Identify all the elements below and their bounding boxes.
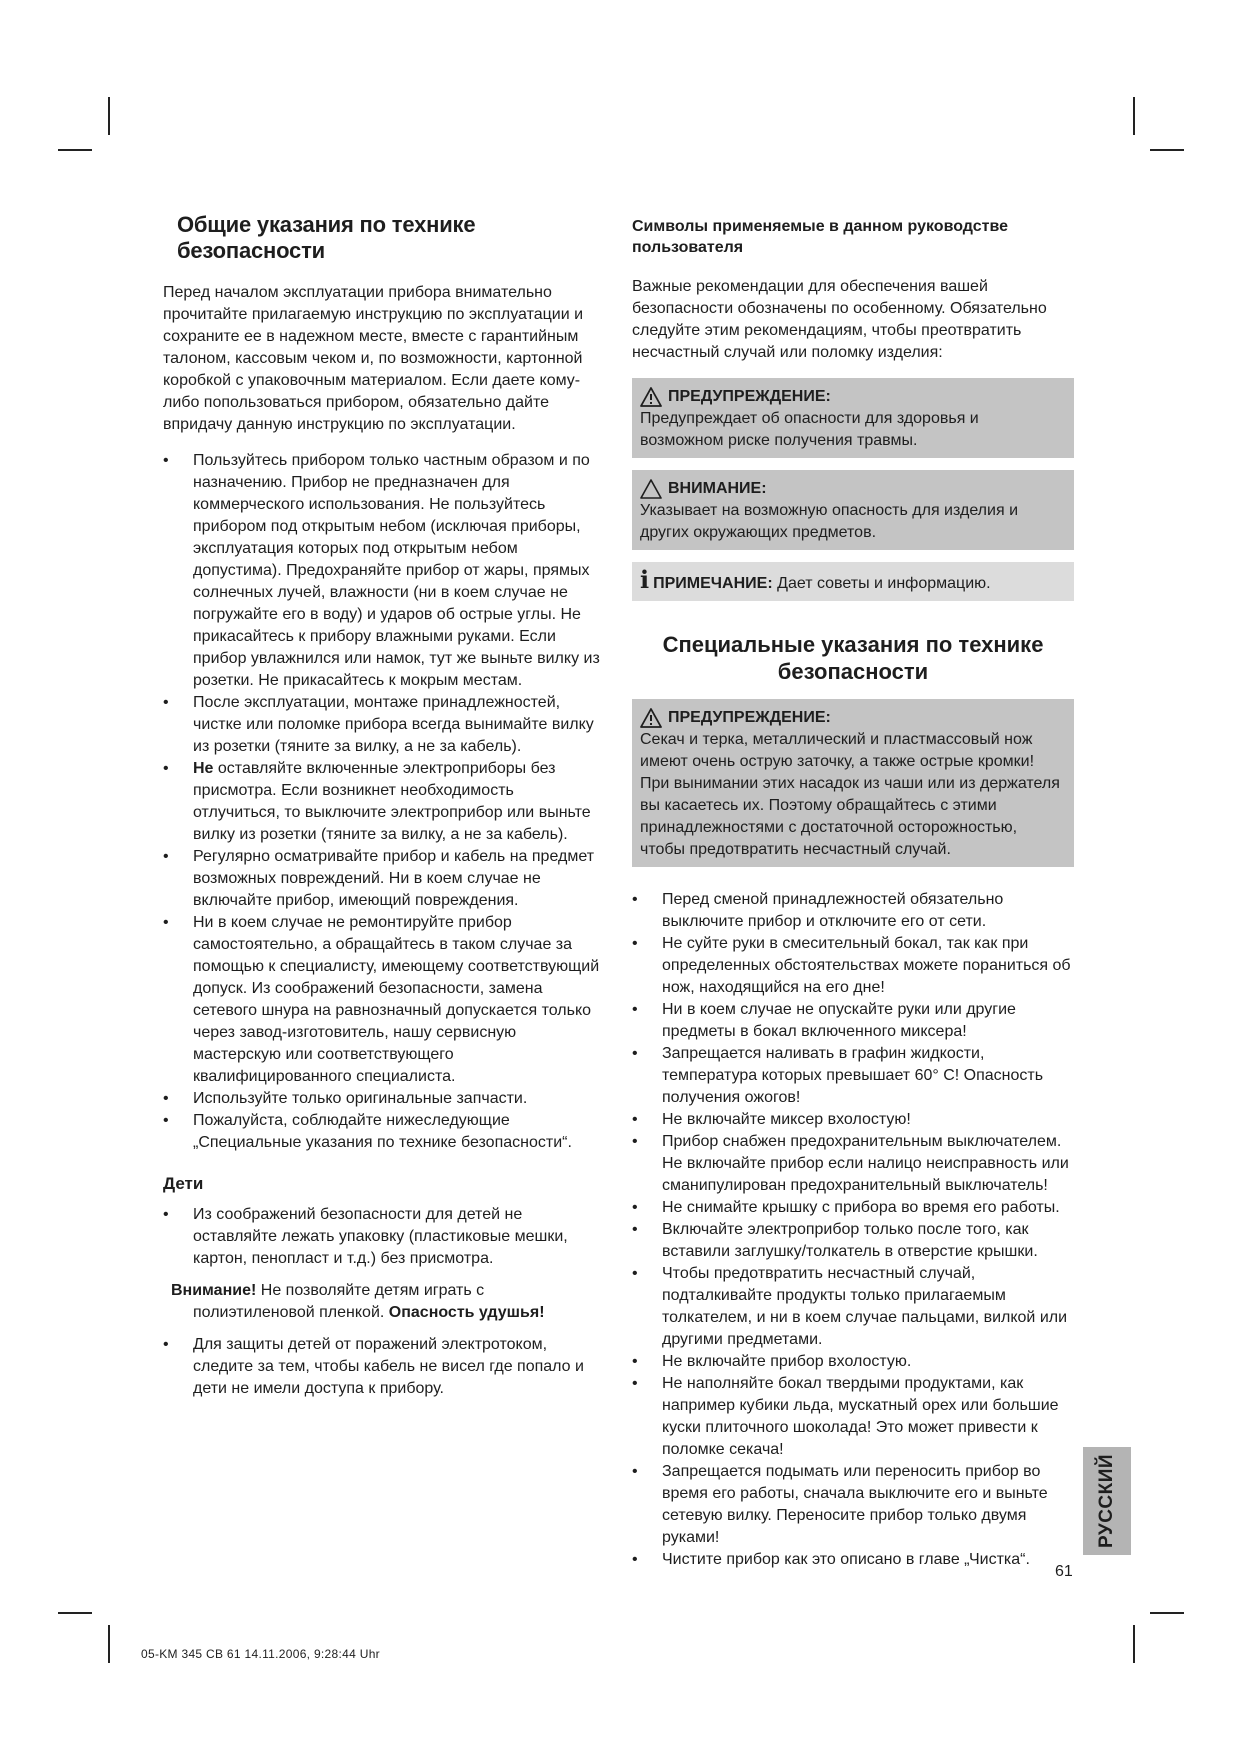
- bold-not: Не: [193, 760, 214, 777]
- warning-text: Не позволяйте детям играть с полиэтиленовой пленкой.: [193, 1282, 485, 1321]
- list-item: • Не наполняйте бокал твердыми продуктами, как например кубики льда, мускатный орех или большие куски плиточного шоколада! Это может привести к поломке секача!: [632, 1373, 1074, 1461]
- list-item: • Из соображений безопасности для детей не оставляйте лежать упаковку (пластиковые мешки, картон, пенопласт и т.д.) без присмотра.: [163, 1204, 603, 1270]
- children-warning: [171, 1280, 603, 1324]
- list-item: • Пользуйтесь прибором только частным образом и по назначению. Прибор не предназначен для коммерческого использования. Не пользуйтесь прибором под открытым небом (исключая приборы, эксплуатация которых под открытым небом допустима). Предохраняйте прибор от жары, прямых солнечных лучей, влажности (ни в коем случае не погружайте его в воду) и ударов об острые углы. Не прикасайтесь к прибору влажными руками. Если прибор увлажнился или намок, тут же выньте вилку из розетки. Не прикасайтесь к мокрым местам.: [163, 450, 603, 692]
- crop-mark: [58, 1612, 92, 1614]
- special-safety-list: [632, 889, 1074, 1571]
- crop-mark: [1133, 97, 1135, 135]
- general-safety-title: Общие указания по технике безопасности: [177, 212, 476, 263]
- crop-mark: [108, 97, 110, 135]
- warning-label: ПРЕДУПРЕЖДЕНИЕ:: [668, 388, 831, 405]
- crop-mark: [1133, 1625, 1135, 1663]
- list-item: • Прибор снабжен предохранительным выключателем. Не включайте прибор если налицо неисправность или сманипулирован предохранительный выключатель!: [632, 1131, 1074, 1197]
- caution-box: [632, 470, 1074, 550]
- list-item: [163, 758, 603, 846]
- warning-text: Предупреждает об опасности для здоровья и возможном риске получения травмы.: [640, 410, 979, 449]
- special-safety-title: Специальные указания по технике безопасности: [662, 632, 1044, 684]
- page-number: 61: [1055, 1563, 1073, 1580]
- print-imprint: 05-KM 345 CB 61 14.11.2006, 9:28:44 Uhr: [141, 1647, 380, 1661]
- warning-box: [632, 378, 1074, 458]
- caution-triangle-icon: [640, 479, 662, 499]
- list-item: • Используйте только оригинальные запчасти.: [163, 1088, 603, 1110]
- caution-text: Указывает на возможную опасность для изделия и других окружающих предметов.: [640, 502, 1018, 541]
- warning-triangle-icon: [640, 708, 662, 728]
- list-item: • Чистите прибор как это описано в главе „Чистка“.: [632, 1549, 1074, 1571]
- note-text: Дает советы и информацию.: [772, 575, 991, 592]
- children-list-2: [163, 1334, 603, 1400]
- list-item: • Не включайте прибор вхолостую.: [632, 1351, 1074, 1373]
- list-item: • Регулярно осматривайте прибор и кабель на предмет возможных повреждений. Ни в коем случае не включайте прибор, имеющий повреждения.: [163, 846, 603, 912]
- note-label: ПРИМЕЧАНИЕ:: [653, 575, 773, 592]
- language-tab-label: РУССКИЙ: [1096, 1453, 1117, 1549]
- warning-triangle-icon: [640, 387, 662, 407]
- list-item: • Включайте электроприбор только после того, как вставили заглушку/толкатель в отверстие крышки.: [632, 1219, 1074, 1263]
- special-warning-box: [632, 699, 1074, 867]
- list-item: • Для защиты детей от поражений электротоком, следите за тем, чтобы кабель не висел где попало и дети не имели доступа к прибору.: [163, 1334, 603, 1400]
- suffocation-danger: Опасность удушья!: [388, 1304, 545, 1321]
- list-item: • Пожалуйста, соблюдайте нижеследующие „Специальные указания по технике безопасности“.: [163, 1110, 603, 1154]
- crop-mark: [58, 149, 92, 151]
- list-item: • Ни в коем случае не ремонтируйте прибор самостоятельно, а обращайтесь в таком случае за помощью к специалисту, имеющему соответствующий допуск. Из соображений безопасности, замена сетевого шнура на равнозначный допускается только через завод-изготовитель, нашу сервисную мастерскую или соответствующего квалифицированного специалиста.: [163, 912, 603, 1088]
- crop-mark: [1150, 1612, 1184, 1614]
- list-item: • Перед сменой принадлежностей обязательно выключите прибор и отключите его от сети.: [632, 889, 1074, 933]
- special-warning-label: ПРЕДУПРЕЖДЕНИЕ:: [668, 709, 831, 726]
- caution-label: ВНИМАНИЕ:: [668, 480, 767, 497]
- symbols-intro: Важные рекомендации для обеспечения вашей безопасности обозначены по особенному. Обязательно следуйте этим рекомендациям, чтобы преотвратить несчастный случай или поломку изделия:: [632, 278, 1047, 361]
- crop-mark: [108, 1625, 110, 1663]
- language-tab: [1083, 1447, 1131, 1555]
- children-list: [163, 1204, 603, 1270]
- symbols-title: Символы применяемые в данном руководстве пользователя: [632, 218, 1008, 256]
- right-column: [632, 212, 1074, 1581]
- list-item: • Не суйте руки в смесительный бокал, так как при определенных обстоятельствах можете пораниться об нож, находящийся на его дне!: [632, 933, 1074, 999]
- list-item: • Не снимайте крышку с прибора во время его работы.: [632, 1197, 1074, 1219]
- crop-mark: [1150, 149, 1184, 151]
- info-icon: i: [640, 565, 650, 594]
- special-warning-text: Секач и терка, металлический и пластмассовый нож имеют очень острую заточку, а также острые кромки! При вынимании этих насадок из чаши или из держателя вы касаетесь их. Поэтому обращайтесь с этими принадлежностями с достаточной осторожностью, чтобы предотвратить несчастный случай.: [640, 731, 1060, 858]
- general-safety-intro: Перед началом эксплуатации прибора внимательно прочитайте прилагаемую инструкцию по эксплуатации и сохраните ее в надежном месте, вместе с гарантийным талоном, кассовым чеком и, по возможности, картонной коробкой с упаковочным материалом. Если даете кому-либо попользоваться прибором, обязательно дайте впридачу данную инструкцию по эксплуатации.: [163, 284, 584, 433]
- note-box: [632, 562, 1074, 601]
- list-item: • Запрещается подымать или переносить прибор во время его работы, сначала выключите его и выньте сетевую вилку. Переносите прибор только двумя руками!: [632, 1461, 1074, 1549]
- warning-label: Внимание!: [171, 1282, 257, 1299]
- list-item: • Чтобы предотвратить несчастный случай, подталкивайте продукты только прилагаемым толкателем, и ни в коем случае пальцами, вилкой или другими предметами.: [632, 1263, 1074, 1351]
- children-title: Дети: [163, 1174, 204, 1193]
- bullet-text: оставляйте включенные электроприборы без присмотра. Если возникнет необходимость отлучиться, то выключите электроприбор или выньте вилку из розетки (тяните за вилку, а не за кабель).: [193, 760, 591, 843]
- list-item: • Не включайте миксер вхолостую!: [632, 1109, 1074, 1131]
- left-column: [163, 212, 603, 1410]
- list-item: • Ни в коем случае не опускайте руки или другие предметы в бокал включенного миксера!: [632, 999, 1074, 1043]
- list-item: • Запрещается наливать в графин жидкости, температура которых превышает 60° C! Опасность получения ожогов!: [632, 1043, 1074, 1109]
- general-safety-list: [163, 450, 603, 1154]
- list-item: • После эксплуатации, монтаже принадлежностей, чистке или поломке прибора всегда вынимайте вилку из розетки (тяните за вилку, а не за кабель).: [163, 692, 603, 758]
